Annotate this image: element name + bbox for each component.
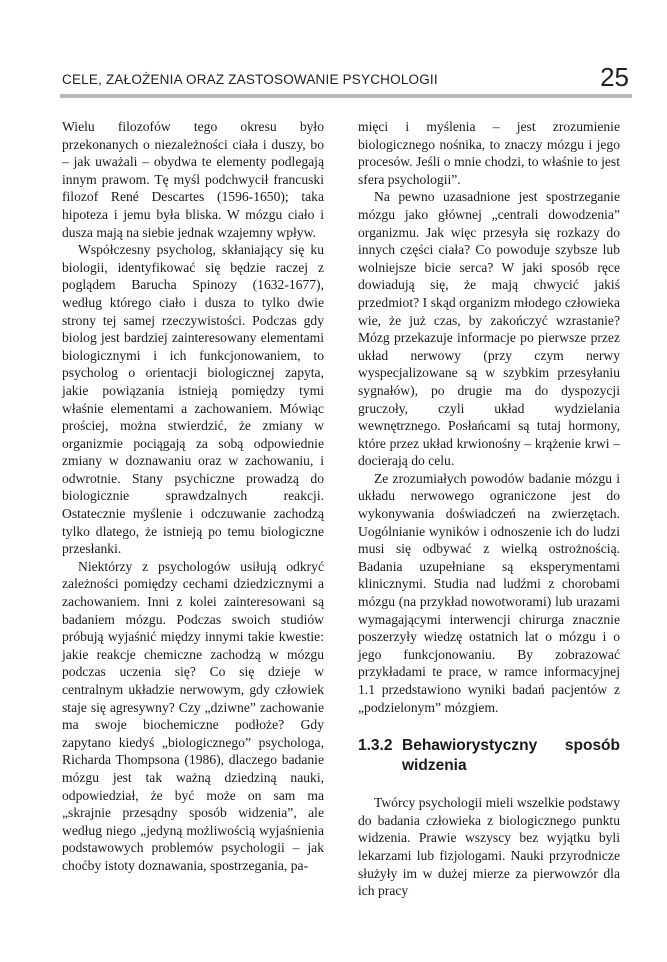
paragraph: Niektórzy z psychologów usiłują odkryć zależności pomiędzy cechami dziedzicznymi a zachowaniem. Inni z kolei zainteresowani są badaniem mózgu. Podczas swoich studiów próbują wyjaśnić między innymi takie kwestie: jakie reakcje chemiczne zachodzą w mózgu podczas uczenia się? Co się dzieje w centralnym układzie nerwowym, gdy człowiek staje się agresywny? Czy „dziwne” zachowanie ma swoje biochemiczne podłoże? Gdy zapytano kiedyś „biologicznego” psychologa, Richarda Thompsona (1986), dlaczego badanie mózgu jest tak ważną dziedziną nauki, odpowiedział, że być może on sam ma „skrajnie przesądny sposób widzenia”, ale według niego „jedyną możliwością wyjaśnienia podstawowych problemów psychologii – jak choćby istoty doznawania, spostrzegania, pa-	[62, 558, 324, 873]
header-rule	[60, 94, 632, 98]
right-column	[358, 118, 620, 900]
left-column	[62, 118, 324, 875]
section-number: 1.3.2	[358, 737, 393, 755]
paragraph: Twórcy psychologii mieli wszelkie podstawy do badania człowieka z biologicznego punktu widzenia. Prawie wszyscy bez wyjątku byli lekarzami lub fizjologami. Nauki przyrodnicze służyły im w dużej mierze za pierwowzór dla ich pracy	[358, 795, 620, 899]
paragraph: Współczesny psycholog, skłaniający się ku biologii, identyfikować się będzie raczej z poglądem Barucha Spinozy (1632-1677), według którego ciało i dusza to tylko dwie strony tej samej rzeczywistości. Podczas gdy biolog jest bardziej zainteresowany elementami biologicznymi i ich funkcjonowaniem, to psycholog o orientacji biologicznej zapyta, jakie powiązania istnieją pomiędzy tymi właśnie elementami a zachowaniem. Mówiąc prościej, można stwierdzić, że zmiany w organizmie pociągają za sobą odpowiednie zmiany w doznawaniu oraz w zachowaniu, i odwrotnie. Stany psychiczne prowadzą do biologicznie sprawdzalnych reakcji. Ostatecznie myślenie i odczuwanie zachodzą tylko dlatego, że istnieją po temu biologiczne przesłanki.	[62, 242, 324, 557]
paragraph: Ze zrozumiałych powodów badanie mózgu i układu nerwowego ograniczone jest do wykonywania doświadczeń na zwierzętach. Uogólnianie wyników i odnoszenie ich do ludzi musi się odbywać z wielką ostrożnością. Badania uzupełniane są eksperymentami klinicznymi. Studia nad ludźmi z chorobami mózgu (na przykład nowotworami) lub urazami wymagającymi interwencji chirurga znacznie poszerzyły wiedzę ostatnich lat o mózgu i o jego funkcjonowaniu. By zobrazować przykładami te prace, w ramce informacyjnej 1.1 przedstawiono wyniki badań pacjentów z „podzielonym” mózgiem.	[358, 470, 620, 715]
section-title: Behawiorystyczny sposób widzenia	[402, 737, 620, 775]
paragraph: Wielu filozofów tego okresu było przekonanych o niezależności ciała i duszy, bo – jak uważali – obydwa te elementy podlegają innym prawom. Tę myśl podchwycił francuski filozof René Descartes (1596-1650); taka hipoteza i jemu była bliska. W mózgu ciało i dusza mają na siebie jednak wzajemny wpływ.	[62, 119, 324, 240]
paragraph-continuation: mięci i myślenia – jest zrozumienie biologicznego nośnika, to znaczy mózgu i jego procesów. Jeśli o mnie chodzi, to właśnie to jest sfera psychologii”.	[358, 119, 620, 187]
running-head: CELE, ZAŁOŻENIA ORAZ ZASTOSOWANIE PSYCHOLOGII	[62, 72, 438, 87]
section-heading	[358, 736, 620, 776]
paragraph: Na pewno uzasadnione jest spostrzeganie mózgu jako głównej „centrali dowodzenia” organizmu. Jak więc przesyła się rozkazy do innych części ciała? Co powoduje szybsze lub wolniejsze bicie serca? W jaki sposób ręce dowiadują się, że mają chwycić jakiś przedmiot? I skąd organizm młodego człowieka wie, że już czas, by zakończyć wzrastanie? Mózg przekazuje informacje po pierwsze przez układ nerwowy (przy czym nerwy wyspecjalizowane są w szybkim przesyłaniu sygnałów), po drugie ma do dyspozycji gruczoły, czyli układ wydzielania wewnętrznego. Posłańcami są tutaj hormony, które przez układ krwionośny – krążenie krwi – docierają do celu.	[358, 189, 620, 469]
page-number: 25	[600, 62, 629, 92]
